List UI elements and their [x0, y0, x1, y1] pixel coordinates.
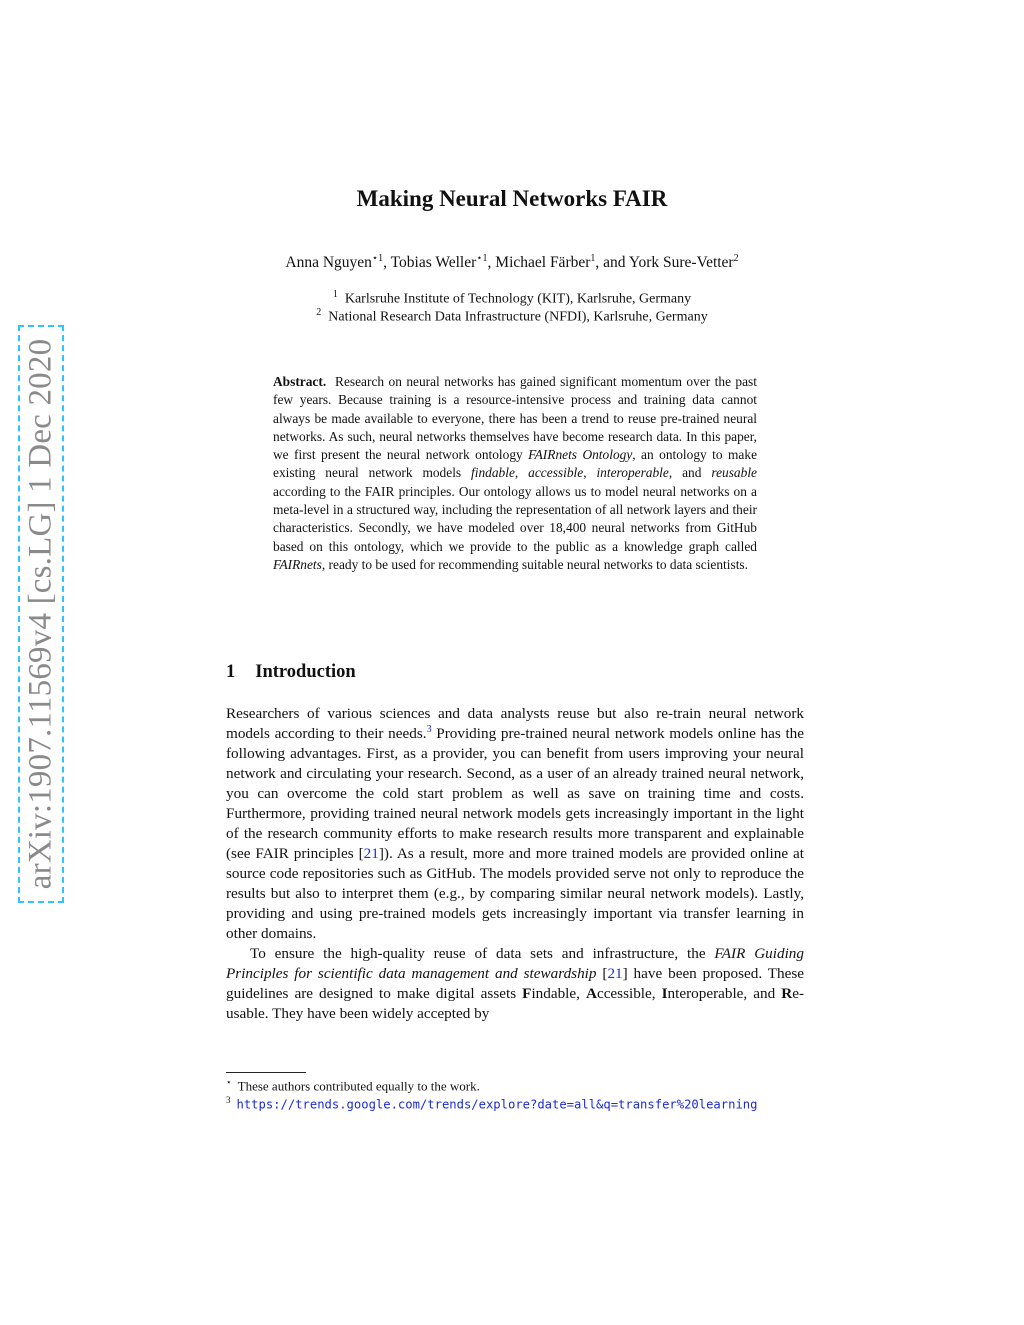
- emphasis: interoperable: [596, 465, 669, 481]
- footnote-rule: [226, 1072, 306, 1073]
- emphasis: FAIRnets: [273, 556, 322, 572]
- footnote-link[interactable]: 3: [426, 723, 432, 735]
- author-mark: ⋆1: [371, 253, 384, 264]
- section-title: Introduction: [255, 662, 356, 682]
- affiliation: [0, 289, 1024, 308]
- footnote-3: [226, 1095, 757, 1112]
- affiliation: [0, 307, 1024, 326]
- footnote-mark: ⋆: [226, 1077, 232, 1087]
- author-list: [0, 253, 1024, 272]
- emphasis: FAIR Guiding Principles for scientific data management and stewardship: [226, 945, 804, 982]
- citation-link[interactable]: 21: [363, 845, 379, 862]
- abstract-text: , an ontology to make existing neural network models: [273, 447, 758, 481]
- introduction-body: [226, 704, 804, 1024]
- paper-title: Making Neural Networks FAIR: [356, 186, 668, 211]
- footnote-equal-contribution: [226, 1077, 480, 1094]
- author-name: , and York Sure-Vetter: [595, 254, 734, 272]
- body-text: nteroperable, and: [667, 985, 782, 1002]
- body-text: [: [596, 965, 608, 982]
- author-name: Anna Nguyen: [285, 254, 372, 272]
- abstract: [273, 373, 757, 574]
- affiliation-mark: 2: [316, 307, 322, 318]
- bold-letter: A: [585, 985, 597, 1002]
- section-number: 1: [226, 662, 236, 682]
- paragraph: [226, 944, 804, 1024]
- arxiv-stamp: [18, 325, 64, 903]
- abstract-text: ,: [514, 465, 529, 481]
- affiliation-mark: 1: [332, 289, 338, 300]
- arxiv-identifier: arXiv:1907.11569v4 [cs.LG] 1 Dec 2020: [22, 338, 59, 890]
- body-text: ccessible,: [596, 985, 662, 1002]
- author-name: , Michael Färber: [487, 254, 591, 272]
- body-text: Researchers of various sciences and data analysts reuse but also re-train neural network models according to their needs.: [226, 705, 804, 742]
- affiliation-text: Karlsruhe Institute of Technology (KIT), Karlsruhe, Germany: [344, 291, 692, 307]
- body-text: To ensure the high-quality reuse of data sets and infrastructure, the: [250, 945, 715, 962]
- body-text: ]). As a result, more and more trained models are provided online at source code repositories such as GitHub. The models provided serve not only to reproduce the results but also to interpret them (e.g., by comparing similar neural network models). Lastly, providing and using pre-trained models gets increasingly important via transfer learning in other domains.: [226, 845, 805, 942]
- bold-letter: R: [781, 985, 793, 1002]
- affiliation-text: National Research Data Infrastructure (NFDI), Karlsruhe, Germany: [328, 309, 708, 325]
- abstract-label: Abstract.: [273, 374, 327, 389]
- bold-letter: F: [522, 985, 532, 1002]
- author-name: , Tobias Weller: [383, 254, 477, 272]
- body-text: Providing pre-trained neural network models online has the following advantages. First, as a provider, you can benefit from users improving your neural network and circulating your research. Second, as a user of an already trained neural network, you can overcome the cold start problem as well as save on training time and costs. Furthermore, providing trained neural network models gets increasingly important in the light of the research community efforts to make research results more transparent and explainable (see FAIR principles [: [226, 725, 804, 862]
- footnote-mark: 3: [226, 1095, 231, 1105]
- author-mark: 1: [590, 253, 596, 264]
- abstract-text: ,: [583, 465, 597, 481]
- footnote-url-link[interactable]: https://trends.google.com/trends/explore?date=all&q=transfer%20learning: [236, 1097, 758, 1112]
- citation-link[interactable]: 21: [607, 965, 623, 982]
- emphasis: findable: [471, 465, 515, 481]
- section-heading: [226, 662, 356, 683]
- abstract-text: according to the FAIR principles. Our ontology allows us to model neural networks on a meta-level in a structured way, including the representation of all network layers and their characteristics. Secondly, we have modeled over 18,400 neural networks from GitHub based on this ontology, which we provide to the public as a knowledge graph called: [273, 483, 757, 554]
- author-mark: 2: [733, 253, 739, 264]
- author-mark: ⋆1: [476, 253, 488, 264]
- emphasis: FAIRnets Ontology: [528, 447, 633, 463]
- bold-letter: I: [661, 985, 668, 1002]
- paragraph: [226, 704, 804, 944]
- abstract-text: , and: [668, 465, 712, 481]
- emphasis: accessible: [528, 465, 584, 481]
- body-text: e-usable. They have been widely accepted by: [226, 985, 805, 1022]
- abstract-text: Research on neural networks has gained significant momentum over the past few years. Because training is a resource-intensive process and training data cannot always be made available to everyone, there has been a trend to reuse pre-trained neural networks. As such, neural networks themselves have become research data. In this paper, we first present the neural network ontology: [273, 374, 757, 463]
- emphasis: reusable: [711, 465, 757, 481]
- body-text: indable,: [531, 985, 586, 1002]
- body-text: ] have been proposed. These guidelines are designed to make digital assets: [226, 965, 805, 1002]
- footnote-text: These authors contributed equally to the work.: [237, 1078, 480, 1094]
- abstract-text: , ready to be used for recommending suitable neural networks to data scientists.: [321, 556, 748, 572]
